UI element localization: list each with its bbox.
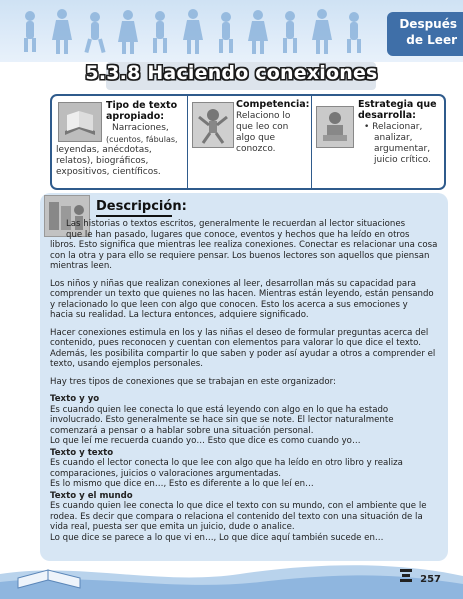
title-block	[0, 60, 463, 92]
text-line: texto, usando ejemplos personales.	[50, 359, 204, 369]
subheading-texto-mundo: Texto y el mundo	[50, 490, 133, 501]
text-line: comparaciones, juicios o valoraciones argumentadas.	[50, 468, 282, 479]
top-banner	[0, 0, 463, 62]
text-line: Los niños y niñas que realizan conexiones al leer, desarrollan más su capacidad para	[50, 278, 417, 289]
competencia-head: Competencia:	[236, 99, 310, 110]
competencia-text-line: Relaciono lo	[236, 111, 291, 121]
description-title-underline	[96, 215, 172, 217]
text-line: mientras leen.	[50, 261, 113, 271]
subheading-texto-texto: Texto y texto	[50, 447, 114, 458]
description-body	[50, 219, 442, 544]
footer	[0, 562, 463, 599]
tipo-texto-cell	[52, 96, 187, 188]
estrategia-head-line2: desarrolla:	[358, 110, 416, 121]
child-jumping-icon	[192, 102, 234, 148]
estrategia-text-line: juicio crítico.	[374, 155, 431, 165]
text-line: Hacer conexiones estimula en los y las niñas el deseo de formular preguntas acerca del	[50, 327, 429, 338]
paragraph-3	[50, 328, 442, 370]
open-book-icon	[14, 566, 84, 594]
competencia-text-line: que leo con	[236, 122, 289, 132]
section-tab-line1: Después	[399, 17, 457, 31]
text-line: vida real, puesta ser que emita un juicio, dude o analice.	[50, 522, 295, 532]
section-tab	[387, 12, 463, 56]
tipo-text-line: leyendas, anécdotas,	[56, 145, 152, 155]
text-line: contenido, pues reconocen y cuentan con elementos para valorar lo que dice el texto.	[50, 338, 422, 348]
section-texto-yo	[50, 405, 442, 447]
section-texto-mundo	[50, 501, 442, 543]
subheading-texto-yo: Texto y yo	[50, 394, 100, 404]
text-line: Es cuando quien lee conecta lo que está leyendo con algo en lo que ha estado	[50, 404, 389, 415]
text-line: involucrado. Esto generalmente se hace sin que se note. El lector naturalmente	[50, 415, 394, 425]
estrategia-text-line: argumentar,	[374, 144, 431, 154]
tipo-head-line2: apropiado:	[106, 111, 165, 122]
paragraph-2	[50, 279, 442, 321]
text-line: Es lo mismo que dice en…, Esto es diferente a lo que leí en…	[50, 479, 314, 489]
estrategia-text-line: analizar,	[374, 133, 413, 143]
stack-icon	[399, 567, 413, 587]
paragraph-4	[50, 377, 442, 388]
competencia-cell	[187, 96, 312, 188]
section-texto-texto	[50, 458, 442, 490]
section-tab-line2: de Leer	[406, 33, 457, 47]
book-icon	[58, 102, 102, 142]
competencia-text-line: algo que	[236, 133, 276, 143]
text-line: rodea. Es decir que compara o relaciona el contenido del texto con una situación de la	[50, 511, 423, 522]
text-line: que le han pasado, lugares que conoce, eventos y hechos que ha leído en otros	[66, 229, 410, 240]
text-line: con la otra y para ello se requiere pensar. Los buenos lectores son aquellos que piensan	[50, 250, 430, 261]
info-box	[50, 94, 446, 190]
text-line: comprender un texto que quienes no las hacen. Mientras están leyendo, están pensando	[50, 289, 434, 299]
text-line: hacia su realidad. La lectura entonces, adquiere significado.	[50, 310, 309, 320]
text-line: comenzará a pensar o a hablar sobre una situación personal.	[50, 425, 314, 436]
text-line: Las historias o textos escritos, generalmente le recuerdan al lector situaciones	[66, 219, 406, 229]
text-line: y relacionado lo que leen con algo que conocen. Esto los acerca a sus emociones y	[50, 299, 408, 310]
text-line: Además, les posibilita compartir lo que saben y poder así ayudar a otros a comprender el	[50, 348, 436, 359]
text-line: Lo que dice se parece a lo que vi en…, Lo que dice aquí también sucede en…	[50, 532, 384, 543]
description-title: Descripción:	[96, 199, 187, 214]
tipo-text-line: expositivos, científicos.	[56, 167, 161, 177]
tipo-text-line: relatos), biográficos,	[56, 156, 149, 166]
text-line: Es cuando quien lee conecta lo que dice el texto con su mundo, con el ambiente que le	[50, 501, 427, 511]
estrategia-cell	[311, 96, 445, 188]
tipo-text-line: Narraciones,	[112, 123, 169, 133]
page-title: 5.3.8 Haciendo conexiones	[85, 62, 378, 84]
estrategia-text-line: • Relacionar,	[364, 122, 423, 132]
children-silhouettes-icon	[0, 4, 380, 60]
text-line: libros. Esto significa que mientras lee realiza conexiones. Conectar es relacionar una cosa	[50, 240, 438, 250]
tipo-head-line1: Tipo de texto	[106, 100, 178, 111]
page-number: 257	[420, 574, 441, 585]
text-line: Hay tres tipos de conexiones que se trabajan en este organizador:	[50, 376, 336, 387]
text-line: Es cuando el lector conecta lo que lee con algo que ha leído en otro libro y realiza	[50, 458, 403, 468]
text-line: Lo que leí me recuerda cuando yo… Esto que dice es como cuando yo…	[50, 436, 361, 446]
paragraph-1	[50, 219, 442, 272]
estrategia-head-line1: Estrategia que	[358, 99, 437, 110]
tipo-text-line: (cuentos, fábulas,	[106, 135, 178, 144]
competencia-text-line: conozco.	[236, 144, 276, 154]
child-reading-icon	[316, 106, 354, 148]
